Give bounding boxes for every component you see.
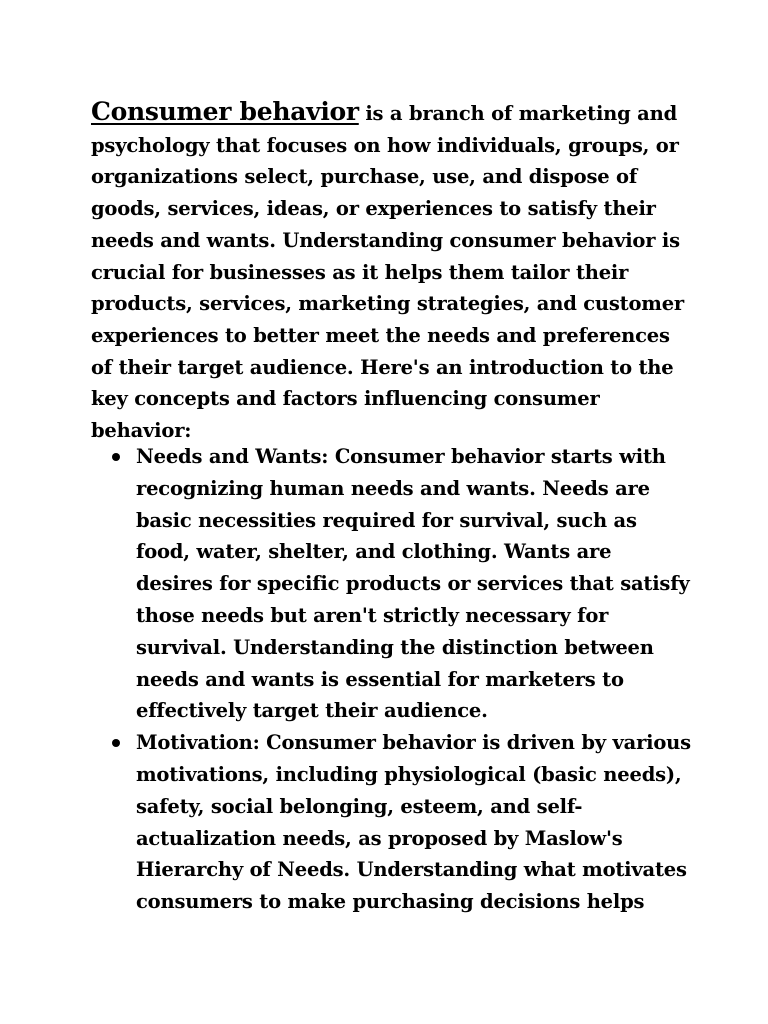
bullet-icon [112, 453, 120, 461]
bullet-text: Motivation: Consumer behavior is driven by various motivations, including physiological (basic needs), safety, social belonging, esteem, and self-actualization needs, as proposed by Maslow's Hierarchy of Needs. Understanding what motivates consumers to make purchasing decisions helps [136, 731, 691, 914]
intro-paragraph [91, 96, 691, 447]
bullet-item-motivation [92, 727, 692, 918]
intro-term: Consumer behavior [91, 97, 359, 126]
bullet-text: Needs and Wants: Consumer behavior starts with recognizing human needs and wants. Needs are basic necessities required for survival, such as food, water, shelter, and clothing. Wants are desires for specific products or services that satisfy those needs but aren't strictly necessary for survival. Understanding the distinction between needs and wants is essential for marketers to effectively target their audience. [136, 445, 690, 723]
bullet-icon [112, 739, 120, 747]
intro-text: is a branch of marketing and psychology that focuses on how individuals, groups, or organizations select, purchase, use, and dispose of goods, services, ideas, or experiences to satisfy their needs and wants. Understanding consumer behavior is crucial for businesses as it helps them tailor their products, services, marketing strategies, and customer experiences to better meet the needs and preferences of their target audience. Here's an introduction to the key concepts and factors influencing consumer behavior: [91, 102, 684, 443]
bullet-list [92, 441, 692, 918]
bullet-item-needs-and-wants [92, 441, 692, 727]
